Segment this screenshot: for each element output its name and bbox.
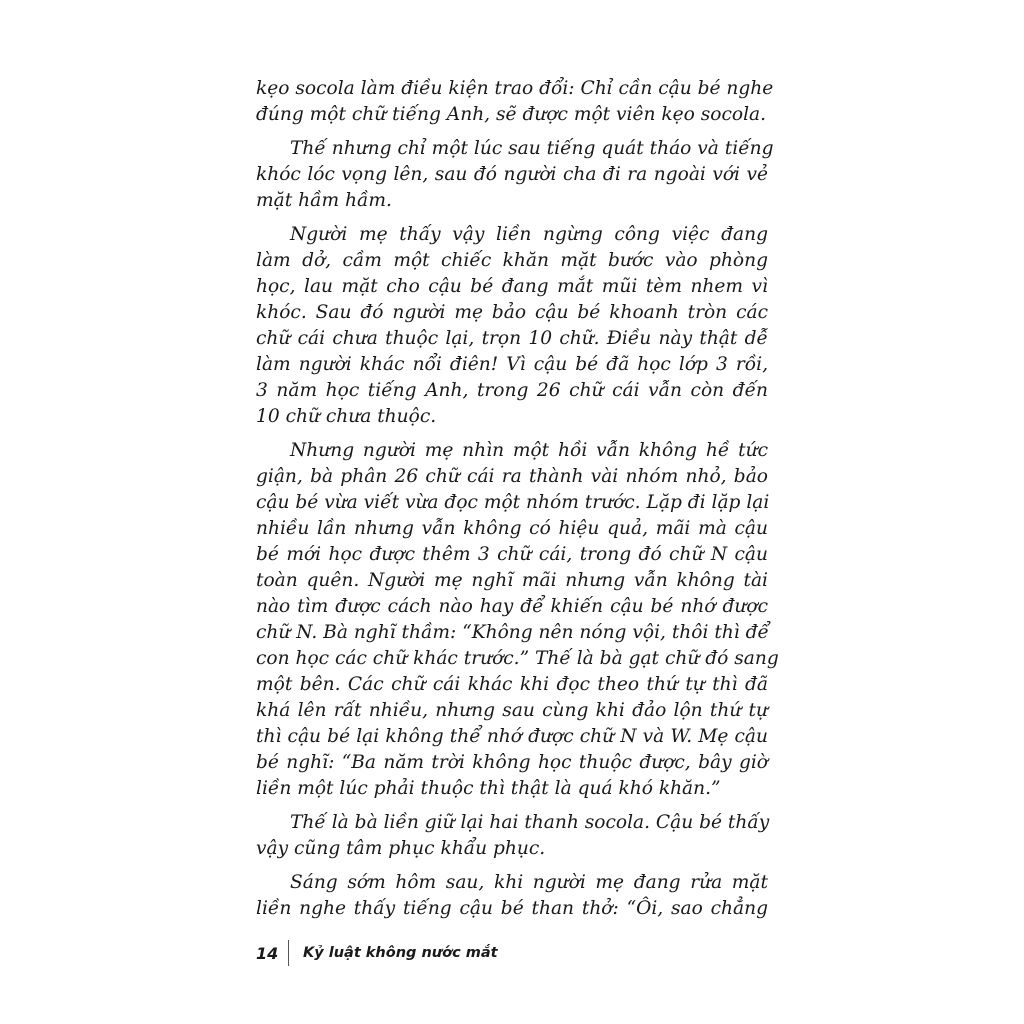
text-line: con học các chữ khác trước.” Thế là bà gạt chữ đó sang (256, 648, 779, 669)
footer-divider (288, 940, 289, 966)
text-line: mặt hầm hầm. (256, 190, 392, 211)
text-line: Thế là bà liền giữ lại hai thanh socola. Cậu bé thấy (290, 812, 770, 833)
text-line: 3 năm học tiếng Anh, trong 26 chữ cái vẫn còn đến (256, 380, 768, 401)
text-line: khóc. Sau đó người mẹ bảo cậu bé khoanh tròn các (256, 302, 768, 323)
text-line: làm dở, cầm một chiếc khăn mặt bước vào phòng (256, 250, 768, 271)
text-line: đúng một chữ tiếng Anh, sẽ được một viên kẹo socola. (256, 104, 767, 125)
page-footer (256, 938, 498, 968)
text-line: làm người khác nổi điên! Vì cậu bé đã học lớp 3 rồi, (256, 354, 768, 375)
text-line: giận, bà phân 26 chữ cái ra thành vài nhóm nhỏ, bảo (256, 466, 768, 487)
paragraph (256, 136, 774, 214)
text-line: toàn quên. Người mẹ nghĩ mãi nhưng vẫn không tài (256, 570, 768, 591)
paragraph (256, 810, 768, 862)
text-line: Người mẹ thấy vậy liền ngừng công việc đang (290, 224, 768, 245)
text-line: thì cậu bé lại không thể nhớ được chữ N và W. Mẹ cậu (256, 726, 768, 747)
text-line: Thế nhưng chỉ một lúc sau tiếng quát tháo và tiếng (290, 138, 774, 159)
text-line: khóc lóc vọng lên, sau đó người cha đi ra ngoài với vẻ (256, 164, 768, 185)
text-line: Sáng sớm hôm sau, khi người mẹ đang rửa mặt (290, 872, 768, 893)
text-line: chữ N. Bà nghĩ thầm: “Không nên nóng vội, thôi thì để (256, 622, 769, 643)
text-line: kẹo socola làm điều kiện trao đổi: Chỉ cần cậu bé nghe (256, 78, 774, 99)
text-line: nào tìm được cách nào hay để khiến cậu bé nhớ được (256, 596, 768, 617)
body-text (256, 76, 779, 930)
text-line: chữ cái chưa thuộc lại, trọn 10 chữ. Điều này thật dễ (256, 328, 768, 349)
text-line: một bên. Các chữ cái khác khi đọc theo thứ tự thì đã (256, 674, 768, 695)
book-title: Kỷ luật không nước mắt (303, 945, 498, 961)
paragraph (256, 870, 768, 922)
paragraph (256, 438, 779, 802)
text-line: cậu bé vừa viết vừa đọc một nhóm trước. Lặp đi lặp lại (256, 492, 770, 513)
text-line: học, lau mặt cho cậu bé đang mắt mũi tèm nhem vì (256, 276, 768, 297)
paragraph (256, 76, 774, 128)
text-line: liền một lúc phải thuộc thì thật là quá khó khăn.” (256, 778, 721, 799)
text-line: 10 chữ chưa thuộc. (256, 406, 437, 427)
text-line: bé mới học được thêm 3 chữ cái, trong đó chữ N cậu (256, 544, 768, 565)
page-number: 14 (256, 943, 279, 963)
text-line: vậy cũng tâm phục khẩu phục. (256, 838, 546, 859)
text-line: khá lên rất nhiều, nhưng sau cùng khi đảo lộn thứ tự (256, 700, 768, 721)
paragraph (256, 222, 768, 430)
text-line: liền nghe thấy tiếng cậu bé than thở: “Ôi, sao chẳng (256, 898, 768, 919)
text-line: Nhưng người mẹ nhìn một hồi vẫn không hề tức (290, 440, 768, 461)
text-line: nhiều lần nhưng vẫn không có hiệu quả, mãi mà cậu (256, 518, 768, 539)
text-line: bé nghĩ: “Ba năm trời không học thuộc được, bây giờ (256, 752, 768, 773)
